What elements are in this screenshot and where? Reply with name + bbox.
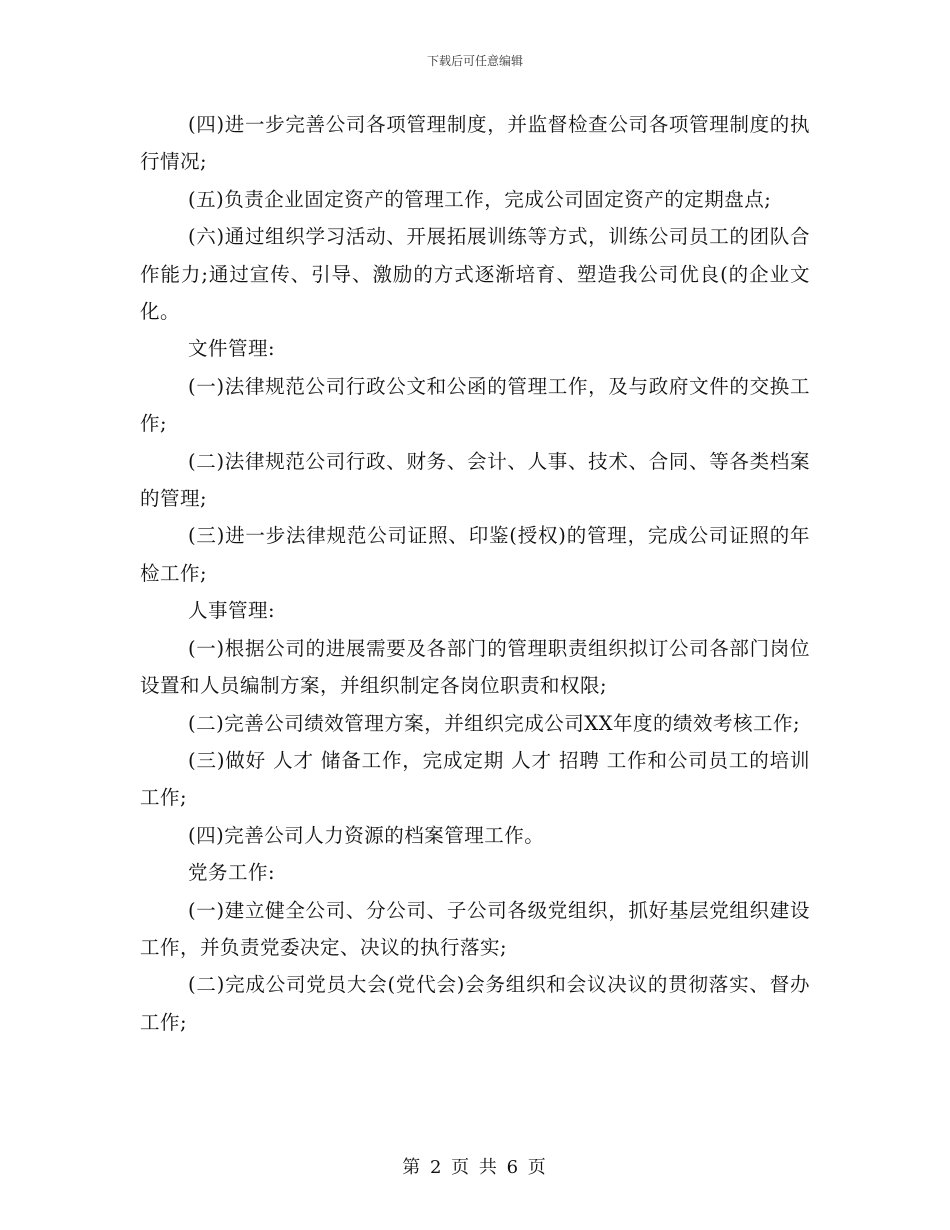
paragraph: (二)完善公司绩效管理方案，并组织完成公司XX年度的绩效考核工作; (188, 711, 801, 735)
paragraph: (二)完成公司党员大会(党代会)会务组织和会议决议的贯彻落实、督办工作; (140, 973, 810, 1034)
paragraph: (三)进一步法律规范公司证照、印鉴(授权)的管理，完成公司证照的年检工作; (140, 524, 810, 585)
paragraph: (四)进一步完善公司各项管理制度，并监督检查公司各项管理制度的执行情况; (140, 113, 810, 174)
paragraph: (三)做好 人才 储备工作，完成定期 人才 招聘 工作和公司员工的培训工作; (140, 748, 810, 810)
section-heading: 文件管理: (188, 337, 276, 361)
paragraph: (五)负责企业固定资产的管理工作，完成公司固定资产的定期盘点; (188, 187, 772, 211)
paragraph: (四)完善公司人力资源的档案管理工作。 (188, 823, 545, 847)
paragraph: (一)法律规范公司行政公文和公函的管理工作，及与政府文件的交换工作; (140, 374, 810, 436)
document-body (140, 106, 810, 1041)
paragraph: (一)根据公司的进展需要及各部门的管理职责组织拟订公司各部门岗位设置和人员编制方案，并组织制定各岗位职责和权限; (140, 636, 810, 698)
paragraph: (一)建立健全公司、分公司、子公司各级党组织，抓好基层党组织建设工作，并负责党委决定、决议的执行落实; (140, 898, 810, 959)
paragraph: (二)法律规范公司行政、财务、会计、人事、技术、合同、等各类档案的管理; (140, 449, 810, 511)
page-number-footer: 第 2 页 共 6 页 (402, 1157, 548, 1178)
section-heading: 党务工作: (188, 861, 276, 885)
page-header: 下载后可任意编辑 (426, 54, 523, 68)
section-heading: 人事管理: (188, 599, 276, 623)
paragraph: (六)通过组织学习活动、开展拓展训练等方式，训练公司员工的团队合作能力;通过宣传、引导、激励的方式逐渐培育、塑造我公司优良(的企业文化。 (140, 225, 810, 324)
